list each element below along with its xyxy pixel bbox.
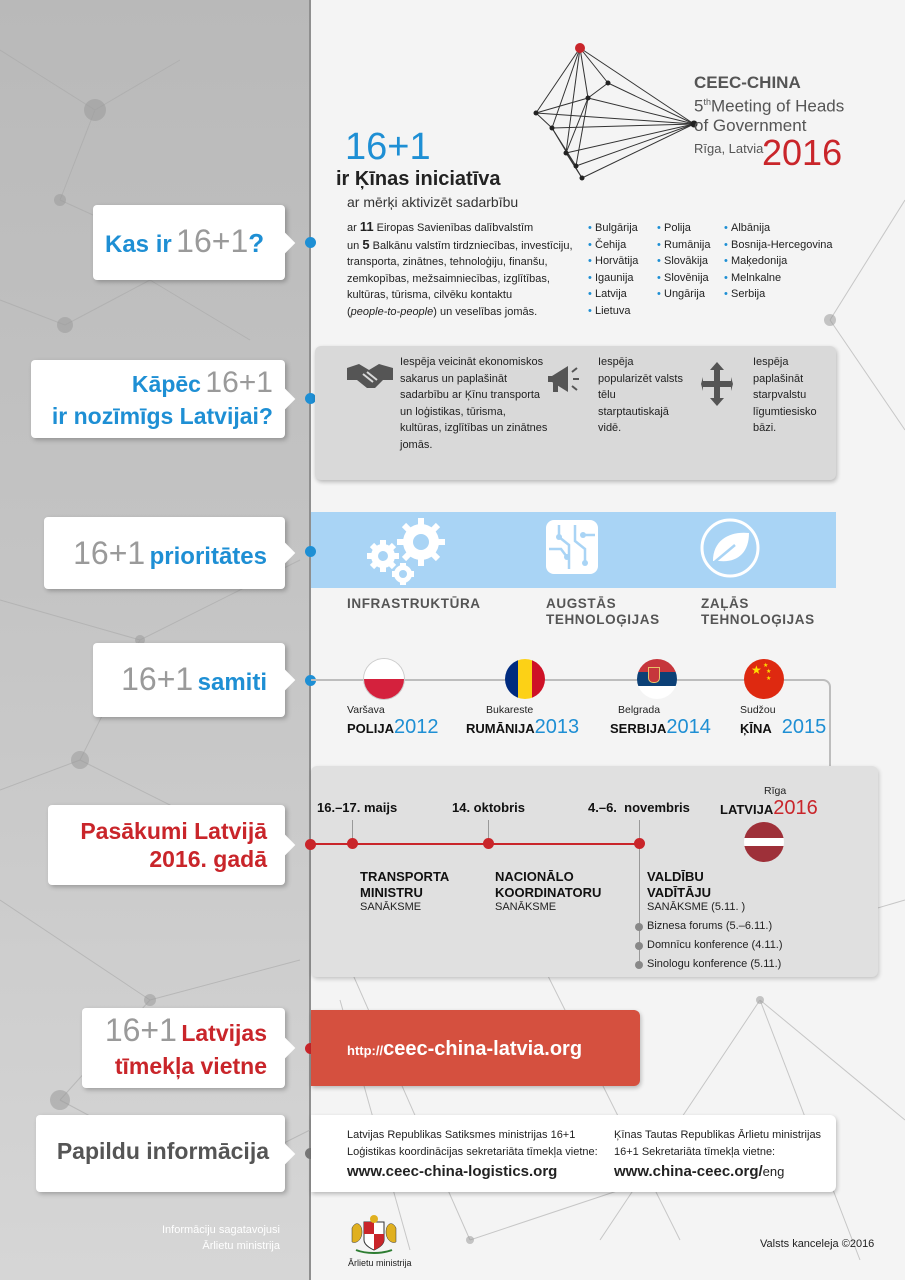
list-item: • Bulgārija [588, 220, 638, 237]
leaf-icon [697, 517, 763, 579]
timeline-dot [305, 237, 316, 248]
side-event: Sinologu konference (5.11.) [647, 958, 782, 970]
website-heading-box [82, 1008, 285, 1088]
subtitle-2: ar mērķi aktivizēt sadarbību [347, 194, 519, 210]
website-link[interactable] [311, 1010, 640, 1086]
list-item: • Polija [657, 220, 710, 237]
list-item: • Serbija [724, 286, 833, 303]
more-left: Latvijas Republikas Satiksmes ministrijas 16+1 Loģistikas koordinācijas sekretariāta tīmekļa vietne: www.ceec-china-logistics.org [347, 1129, 598, 1180]
summit-serbia: Belgrada SERBIJA2014 [610, 704, 711, 738]
coat-of-arms-icon [346, 1214, 402, 1254]
subtitle-1: ir Ķīnas iniciatīva [336, 168, 501, 190]
list-item: • Rumānija [657, 237, 710, 254]
events-heading-box [48, 805, 285, 885]
summits-heading-box [93, 643, 285, 717]
megaphone-icon [546, 362, 580, 398]
what-heading: Kas ir 16+1? [105, 223, 265, 259]
countries-list-3 [724, 220, 833, 303]
list-item: • Igaunija [588, 270, 638, 287]
summit-china: Sudžou ĶĪNA 2015 [740, 704, 827, 738]
why-heading-box [31, 360, 285, 438]
brand-place-row [694, 131, 899, 173]
brand-year: 2016 [762, 131, 843, 173]
priority-green-tech: ZAĻĀS TEHNOLOĢIJAS [701, 596, 815, 627]
poland-flag [364, 659, 404, 699]
why-heading: Kāpēc 16+1 ir nozīmīgs Latvijai? [51, 366, 273, 429]
why-item-2: Iespēja popularizēt valsts tēlu starptautiskajā vidē. [598, 356, 683, 434]
website-url[interactable]: http://ceec-china-latvia.org [347, 1038, 583, 1060]
more-panel [311, 1115, 836, 1192]
event-1: TRANSPORTA MINISTRU SANĀKSME [360, 869, 450, 913]
timeline-dot [305, 546, 316, 557]
summit-romania: Bukareste RUMĀNIJA2013 [466, 704, 580, 738]
list-item: • Slovēnija [657, 270, 710, 287]
list-item: • Čehija [588, 237, 638, 254]
list-item: • Albānija [724, 220, 833, 237]
side-event-dot [635, 923, 643, 931]
countries-list-2 [657, 220, 710, 303]
timeline-dot [305, 839, 316, 850]
latvia-flag [744, 822, 784, 862]
circuit-icon [545, 519, 599, 575]
brand-line2: of Government [694, 115, 807, 135]
big-title: 16+1 [345, 126, 431, 168]
priority-high-tech: AUGSTĀS TEHNOLOĢIJAS [546, 596, 660, 627]
serbia-flag [637, 659, 677, 699]
summit-poland: Varšava POLIJA2012 [347, 704, 439, 738]
list-item: • Bosnija-Hercegovina [724, 237, 833, 254]
brand-block [694, 73, 899, 171]
more-right: Ķīnas Tautas Republikas Ārlietu ministrijas 16+1 Sekretariāta tīmekļa vietne: www.china-ceec.org/eng [614, 1129, 822, 1180]
event-2-date: 14. oktobris [452, 800, 525, 815]
priorities-heading: 16+1 prioritātes [73, 535, 267, 571]
event-3-dot [634, 838, 645, 849]
mfa-china-link[interactable]: www.china-ceec.org/eng [614, 1163, 785, 1180]
why-item-1: Iespēja veicināt ekonomiskos sakarus un paplašināt sadarbību ar Ķīnu transporta un loģistikas, tūrisma, kultūras, izglītības un zinātnes jomās. [400, 356, 548, 451]
summits-heading: 16+1 samiti [121, 661, 267, 697]
logo-caption: Ārlietu ministrija [348, 1258, 412, 1268]
why-item-3: Iespēja paplašināt starpvalstu līgumtiesisko bāzi. [753, 356, 817, 434]
side-event: Biznesa forums (5.–6.11.) [647, 920, 773, 932]
events-line [311, 843, 641, 845]
event-1-date: 16.–17. maijs [317, 800, 398, 815]
list-item: • Melnkalne [724, 270, 833, 287]
what-text: ar 11 Eiropas Savienības dalībvalstīm un 5 Balkānu valstīm tirdzniecības, investīciju, transporta, zinātnes, tehnoloģiju, finanšu, zemkopības, mežsaimniecības, izglītības, kultūras, tūrisma, cilvēku kontaktu (people-to-people) un veselības jomās. [347, 219, 573, 318]
arrows-icon [700, 360, 734, 408]
romania-flag [505, 659, 545, 699]
prepared-by: Informāciju sagatavojusi Ārlietu ministrija [161, 1224, 280, 1252]
list-item: • Maķedonija [724, 253, 833, 270]
event-2: NACIONĀLO KOORDINATORU SANĀKSME [495, 869, 602, 913]
list-item: • Latvija [588, 286, 638, 303]
priorities-heading-box [44, 517, 285, 589]
list-item: • Ungārija [657, 286, 710, 303]
list-item: • Slovākija [657, 253, 710, 270]
event-3-date: 4.–6. novembris [588, 800, 690, 815]
side-event: Domnīcu konference (4.11.) [647, 939, 783, 951]
gears-icon [363, 516, 447, 588]
brand-title: CEEC-CHINA [694, 73, 801, 92]
summit-latvia: Rīga LATVIJA2016 [720, 785, 818, 819]
event-1-dot [347, 838, 358, 849]
copyright: Valsts kanceleja ©2016 [760, 1238, 875, 1250]
list-item: • Lietuva [588, 303, 638, 320]
more-heading: Papildu informācija [56, 1138, 269, 1164]
logistics-link[interactable]: www.ceec-china-logistics.org [347, 1163, 558, 1180]
side-event-dot [635, 942, 643, 950]
what-heading-box [93, 205, 285, 280]
priority-infrastructure: INFRASTRUKTŪRA [347, 596, 481, 611]
website-heading: 16+1 Latvijas tīmekļa vietne [104, 1012, 267, 1079]
network-graph-icon [528, 38, 700, 188]
brand-place: Rīga, Latvia [694, 140, 764, 156]
brand-line1: 5thMeeting of Heads [694, 96, 845, 116]
event-3: VALDĪBU VADĪTĀJU SANĀKSME (5.11. ) [647, 869, 746, 913]
more-heading-box [36, 1115, 285, 1192]
list-item: • Horvātija [588, 253, 638, 270]
handshake-icon [345, 358, 395, 392]
events-heading: Pasākumi Latvijā 2016. gadā [80, 818, 267, 872]
china-flag: ★ ★ ★ ★ [744, 659, 784, 699]
event-2-dot [483, 838, 494, 849]
countries-list-1 [588, 220, 638, 319]
why-panel [315, 346, 836, 480]
side-event-dot [635, 961, 643, 969]
